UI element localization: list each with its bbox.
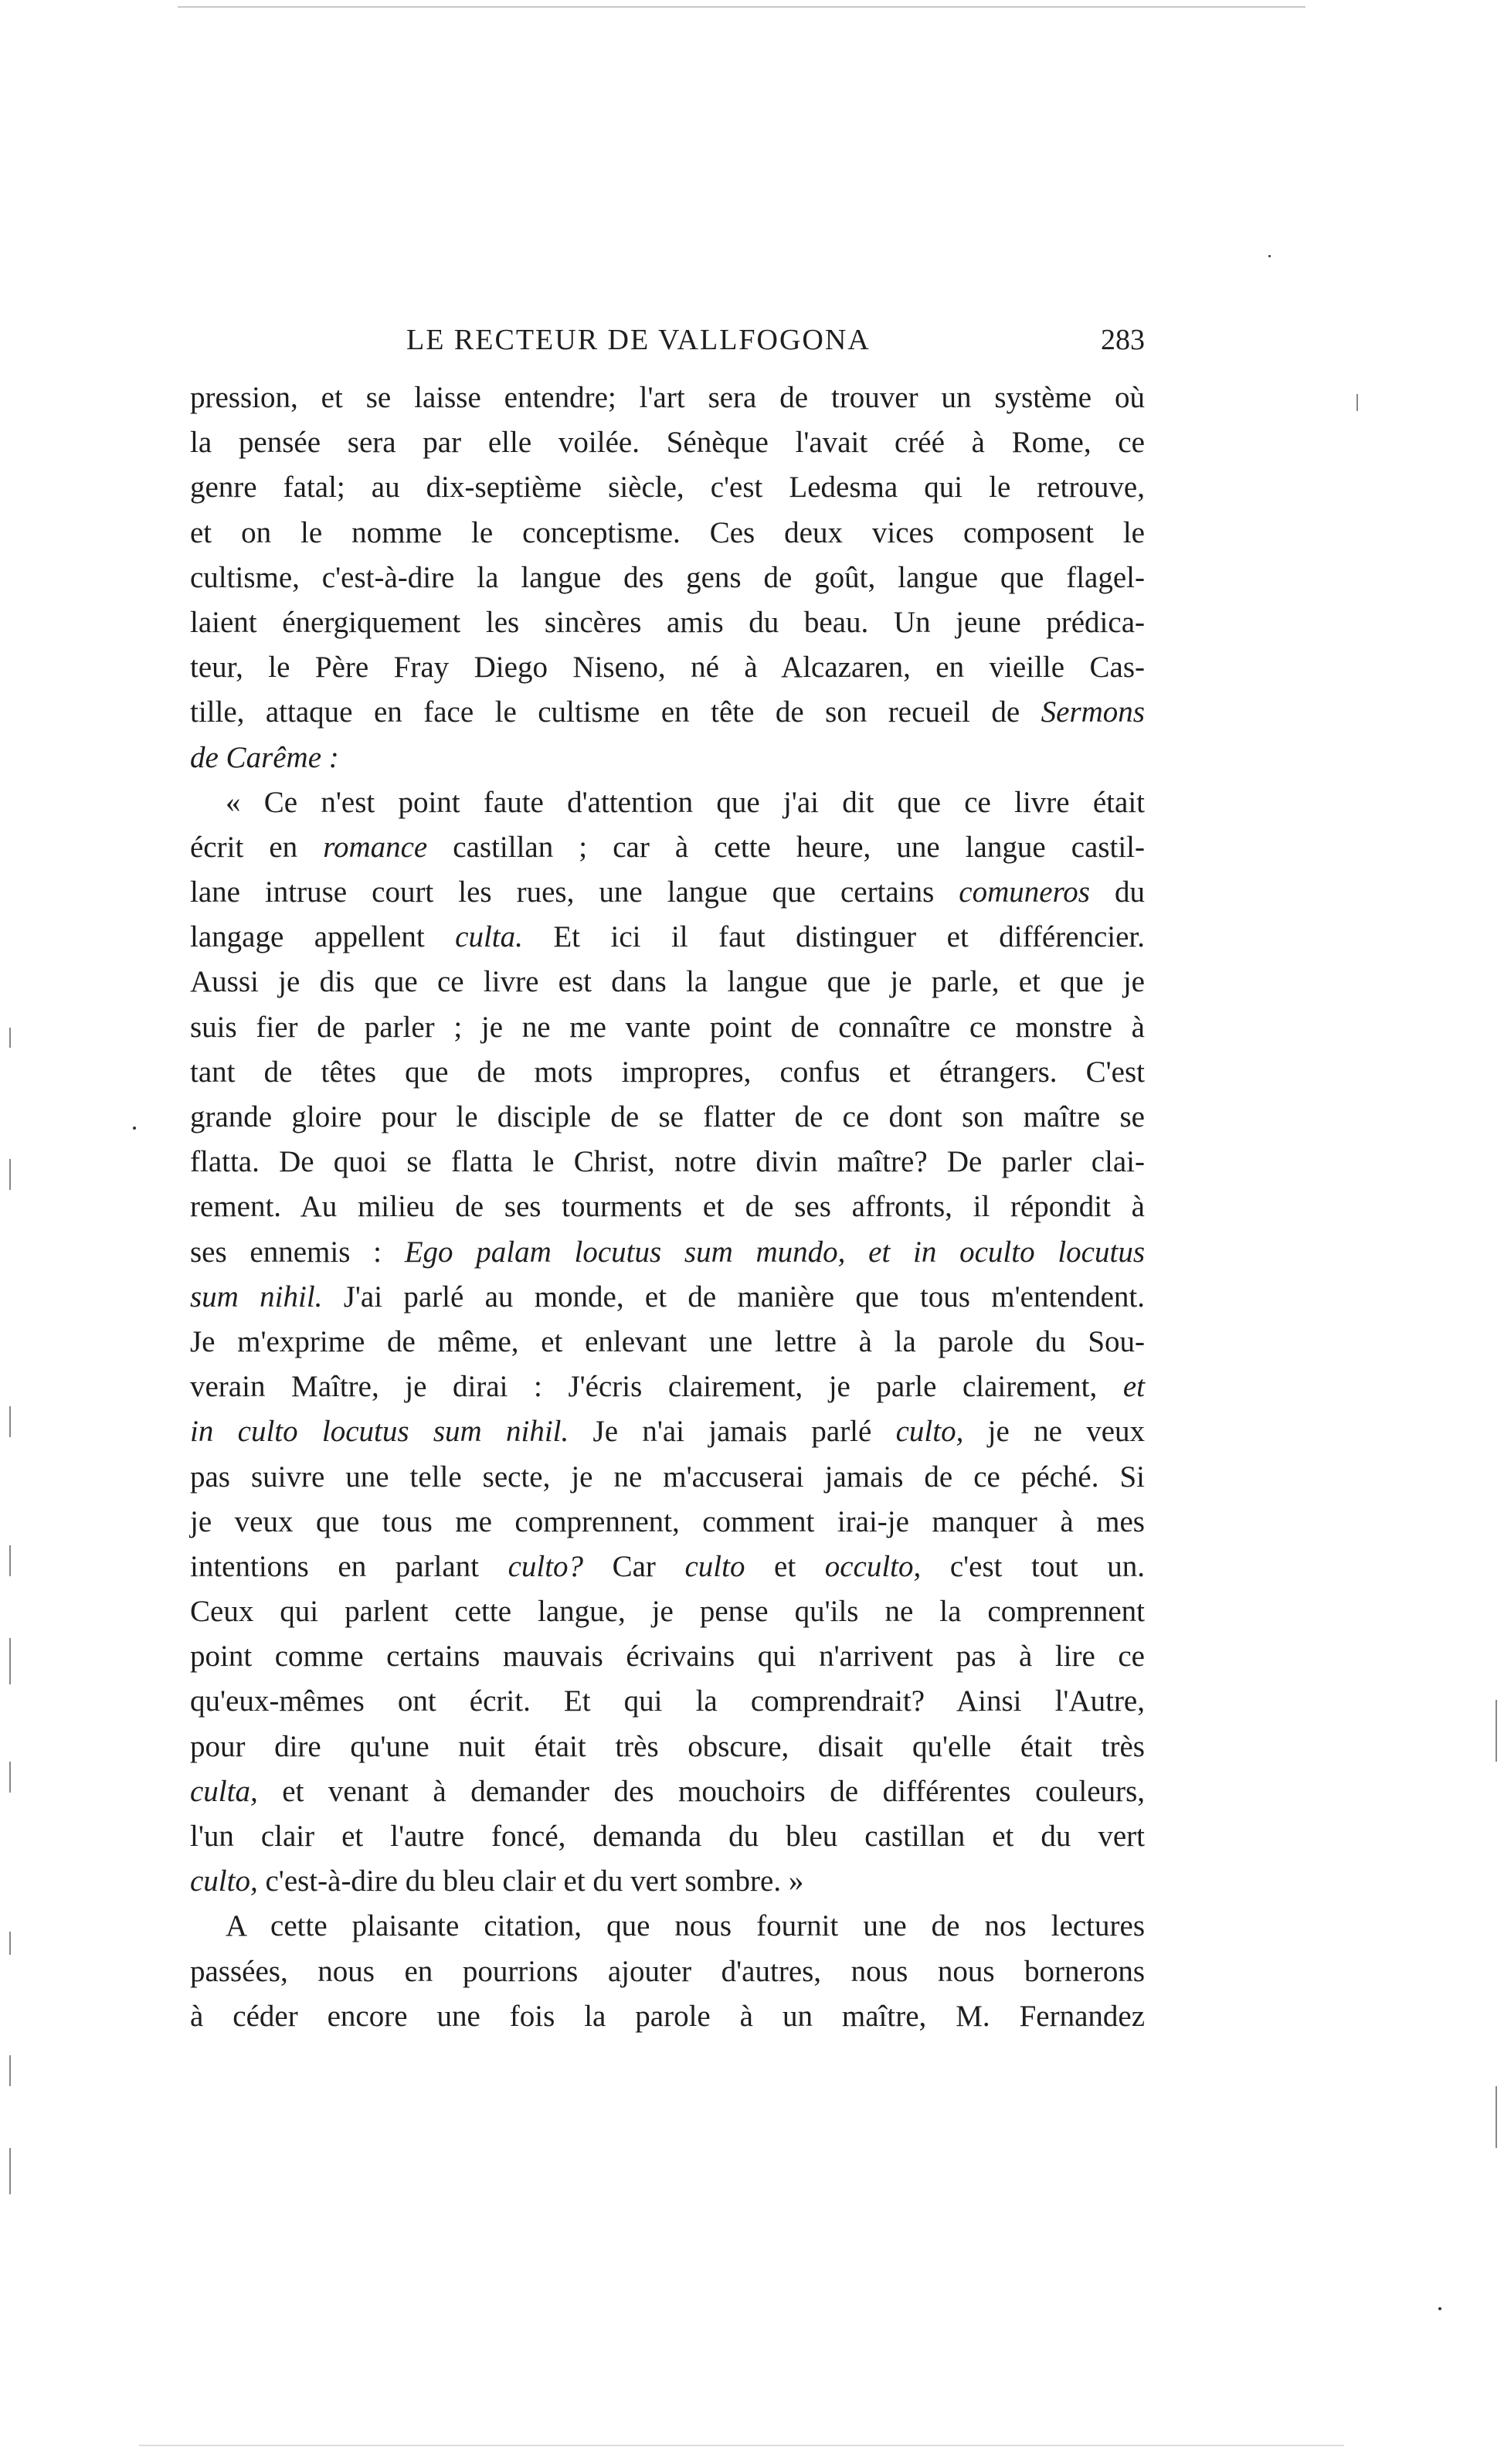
margin-mark xyxy=(9,1545,11,1576)
italic-fragment: Sermons xyxy=(1041,695,1145,729)
italic-fragment: culto, xyxy=(895,1415,964,1449)
text-fragment: Et ici il faut distinguer et différencier. xyxy=(522,920,1146,954)
text-line: cultisme, c'est-à-dire la langue des gens de goût, langue que flagel- xyxy=(190,560,1145,594)
text-line: A cette plaisante citation, que nous fournit une de nos lectures xyxy=(226,1909,1145,1943)
margin-mark xyxy=(1496,2086,1497,2148)
italic-fragment: culto? xyxy=(508,1549,584,1583)
text-line: je veux que tous me comprennent, comment irai-je manquer à mes xyxy=(190,1504,1145,1538)
text-line: Aussi je dis que ce livre est dans la langue que je parle, et que je xyxy=(190,965,1145,999)
text-line: et on le nomme le conceptisme. Ces deux vices composent le xyxy=(190,515,1145,549)
margin-mark xyxy=(1356,394,1358,411)
italic-fragment: et xyxy=(1122,1370,1145,1404)
text-line xyxy=(190,1545,1145,1589)
text-fragment: J'ai parlé au monde, et de manière que tous m'entendent. xyxy=(322,1280,1145,1314)
text-line xyxy=(190,1859,1145,1904)
text-fragment: castillan ; car à cette heure, une langue castil- xyxy=(427,830,1146,864)
ink-speck xyxy=(1268,255,1271,257)
margin-mark xyxy=(9,1762,11,1793)
text-line: flatta. De quoi se flatta le Christ, notre divin maître? De parler clai- xyxy=(190,1145,1145,1179)
text-line xyxy=(190,1365,1145,1409)
page-number: 283 xyxy=(1101,324,1145,356)
text-line: pas suivre une telle secte, je ne m'accuserai jamais de ce péché. Si xyxy=(190,1460,1145,1494)
italic-fragment: sum nihil. xyxy=(190,1280,323,1314)
text-line: teur, le Père Fray Diego Niseno, né à Alcazaren, en vieille Cas- xyxy=(190,651,1145,685)
text-fragment: et xyxy=(745,1549,825,1583)
text-line xyxy=(190,1769,1145,1814)
italic-fragment: culta, xyxy=(190,1774,258,1808)
text-fragment: écrit en xyxy=(190,830,324,864)
ink-speck xyxy=(133,1127,136,1130)
italic-fragment: comuneros xyxy=(959,875,1090,909)
italic-fragment: de Carême : xyxy=(190,740,339,774)
text-line xyxy=(190,1230,1145,1275)
text-fragment: lane intruse court les rues, une langue que certains xyxy=(190,875,959,909)
text-fragment: Je n'ai jamais parlé xyxy=(569,1415,896,1449)
text-line xyxy=(190,870,1145,915)
margin-mark xyxy=(9,1028,11,1048)
text-line: point comme certains mauvais écrivains qui n'arrivent pas à lire ce xyxy=(190,1640,1145,1674)
text-line: pour dire qu'une nuit était très obscure, disait qu'elle était très xyxy=(190,1729,1145,1763)
text-line: rement. Au milieu de ses tourments et de ses affronts, il répondit à xyxy=(190,1190,1145,1224)
margin-mark xyxy=(1496,1700,1497,1762)
text-fragment: c'est-à-dire du bleu clair et du vert sombre. » xyxy=(257,1864,804,1898)
text-line xyxy=(190,1275,1145,1320)
text-line: Ceux qui parlent cette langue, je pense qu'ils ne la comprennent xyxy=(190,1595,1145,1629)
margin-mark xyxy=(9,1638,11,1684)
text-fragment: verain Maître, je dirai : J'écris clairement, je parle clairement, xyxy=(190,1370,1123,1404)
text-fragment: je ne veux xyxy=(963,1415,1146,1449)
running-title: LE RECTEUR DE VALLFOGONA xyxy=(406,324,871,356)
margin-mark xyxy=(9,1932,11,1955)
text-fragment: et venant à demander des mouchoirs de différentes couleurs, xyxy=(257,1774,1145,1808)
italic-fragment: in culto locutus sum nihil. xyxy=(190,1415,569,1449)
italic-fragment: occulto, xyxy=(824,1549,922,1583)
text-line: Je m'exprime de même, et enlevant une lettre à la parole du Sou- xyxy=(190,1324,1145,1358)
text-fragment: Car xyxy=(583,1549,685,1583)
italic-fragment: culta. xyxy=(455,920,523,954)
running-head xyxy=(190,317,1145,363)
scan-edge-top xyxy=(178,6,1305,8)
text-line: pression, et se laisse entendre; l'art sera de trouver un système où xyxy=(190,381,1145,414)
text-line: la pensée sera par elle voilée. Sénèque l'avait créé à Rome, ce xyxy=(190,426,1145,460)
text-line xyxy=(190,915,1145,960)
text-fragment: c'est tout un. xyxy=(921,1549,1145,1583)
text-line: l'un clair et l'autre foncé, demanda du bleu castillan et du vert xyxy=(190,1820,1145,1853)
text-line: laient énergiquement les sincères amis du beau. Un jeune prédica- xyxy=(190,605,1145,639)
text-line: « Ce n'est point faute d'attention que j'ai dit que ce livre était xyxy=(226,785,1145,819)
text-fragment: ses ennemis : xyxy=(190,1235,405,1269)
text-line: grande gloire pour le disciple de se flatter de ce dont son maître se xyxy=(190,1100,1145,1133)
text-fragment: tille, attaque en face le cultisme en tête de son recueil de xyxy=(190,695,1041,729)
text-line: tant de têtes que de mots impropres, confus et étrangers. C'est xyxy=(190,1055,1145,1089)
text-fragment: du xyxy=(1089,875,1146,909)
text-line xyxy=(190,1409,1145,1454)
text-line: qu'eux-mêmes ont écrit. Et qui la comprendrait? Ainsi l'Autre, xyxy=(190,1684,1145,1718)
margin-mark xyxy=(9,2055,11,2086)
body-text xyxy=(190,376,1145,2039)
text-line: genre fatal; au dix-septième siècle, c'est Ledesma qui le retrouve, xyxy=(190,471,1145,505)
margin-mark xyxy=(9,1159,11,1190)
text-line xyxy=(190,736,1145,780)
italic-fragment: culto, xyxy=(190,1864,258,1898)
text-line: à céder encore une fois la parole à un maître, M. Fernandez xyxy=(190,1999,1145,2033)
text-line xyxy=(190,825,1145,870)
italic-fragment: Ego palam locutus sum mundo, et in oculto locutus xyxy=(404,1235,1146,1269)
margin-mark xyxy=(9,2148,11,2194)
text-line xyxy=(190,690,1145,735)
text-fragment: langage appellent xyxy=(190,920,456,954)
scan-edge-bottom xyxy=(139,2445,1344,2446)
italic-fragment: romance xyxy=(323,830,428,864)
text-line: passées, nous en pourrions ajouter d'autres, nous nous bornerons xyxy=(190,1954,1145,1988)
ink-speck xyxy=(1438,2307,1441,2310)
text-line: suis fier de parler ; je ne me vante point de connaître ce monstre à xyxy=(190,1010,1145,1044)
italic-fragment: culto xyxy=(684,1549,745,1583)
text-fragment: intentions en parlant xyxy=(190,1549,508,1583)
margin-mark xyxy=(9,1406,11,1437)
